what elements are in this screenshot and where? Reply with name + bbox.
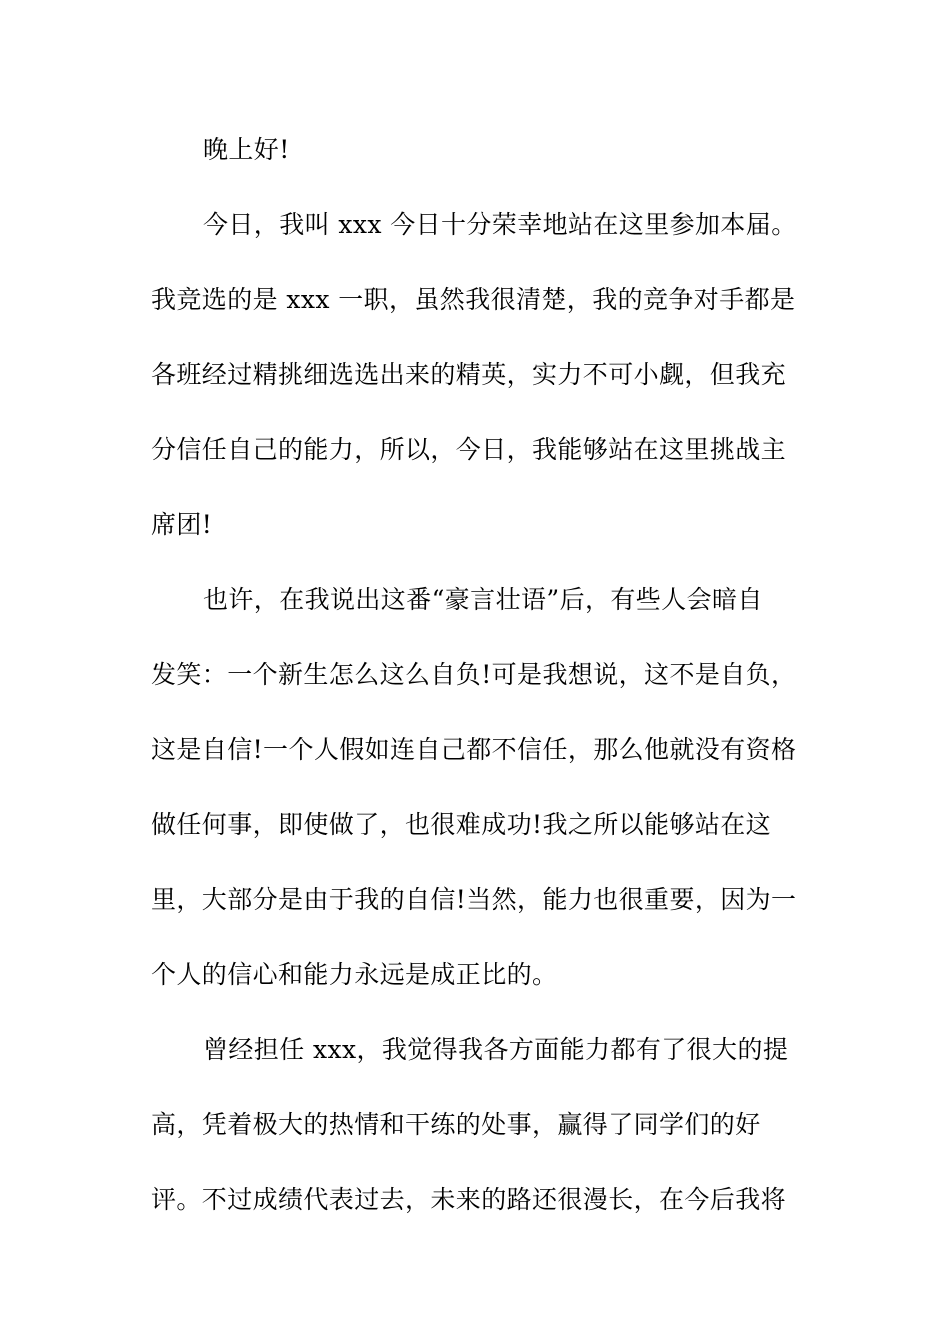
paragraph-2-line-4: 做任何事，即使做了，也很难成功!我之所以能够站在这 xyxy=(151,810,772,839)
paragraph-1-line-1: 今日，我叫 xxx 今日十分荣幸地站在这里参加本届。 xyxy=(203,210,797,239)
paragraph-2-line-5: 里，大部分是由于我的自信!当然，能力也很重要，因为一 xyxy=(151,885,797,914)
paragraph-3-line-1: 曾经担任 xxx，我觉得我各方面能力都有了很大的提 xyxy=(203,1035,789,1064)
paragraph-1-line-5: 席团! xyxy=(151,510,213,539)
paragraph-2-line-6: 个人的信心和能力永远是成正比的。 xyxy=(151,960,558,989)
paragraph-1-line-4: 分信任自己的能力，所以，今日，我能够站在这里挑战主 xyxy=(151,435,787,464)
greeting-line: 晚上好! xyxy=(203,135,290,164)
paragraph-3-line-3: 评。不过成绩代表过去，未来的路还很漫长，在今后我将 xyxy=(151,1185,787,1214)
paragraph-2-line-2: 发笑：一个新生怎么这么自负!可是我想说，这不是自负， xyxy=(151,660,797,689)
paragraph-2-line-1: 也许，在我说出这番“豪言壮语”后，有些人会暗自 xyxy=(203,585,763,614)
paragraph-1-line-3: 各班经过精挑细选选出来的精英，实力不可小觑，但我充 xyxy=(151,360,787,389)
document-body xyxy=(151,130,811,1255)
paragraph-3-line-2: 高，凭着极大的热情和干练的处事，赢得了同学们的好 xyxy=(151,1110,761,1139)
paragraph-1-line-2: 我竞选的是 xxx 一职，虽然我很清楚，我的竞争对手都是 xyxy=(151,285,796,314)
paragraph-2-line-3: 这是自信!一个人假如连自己都不信任，那么他就没有资格 xyxy=(151,735,797,764)
